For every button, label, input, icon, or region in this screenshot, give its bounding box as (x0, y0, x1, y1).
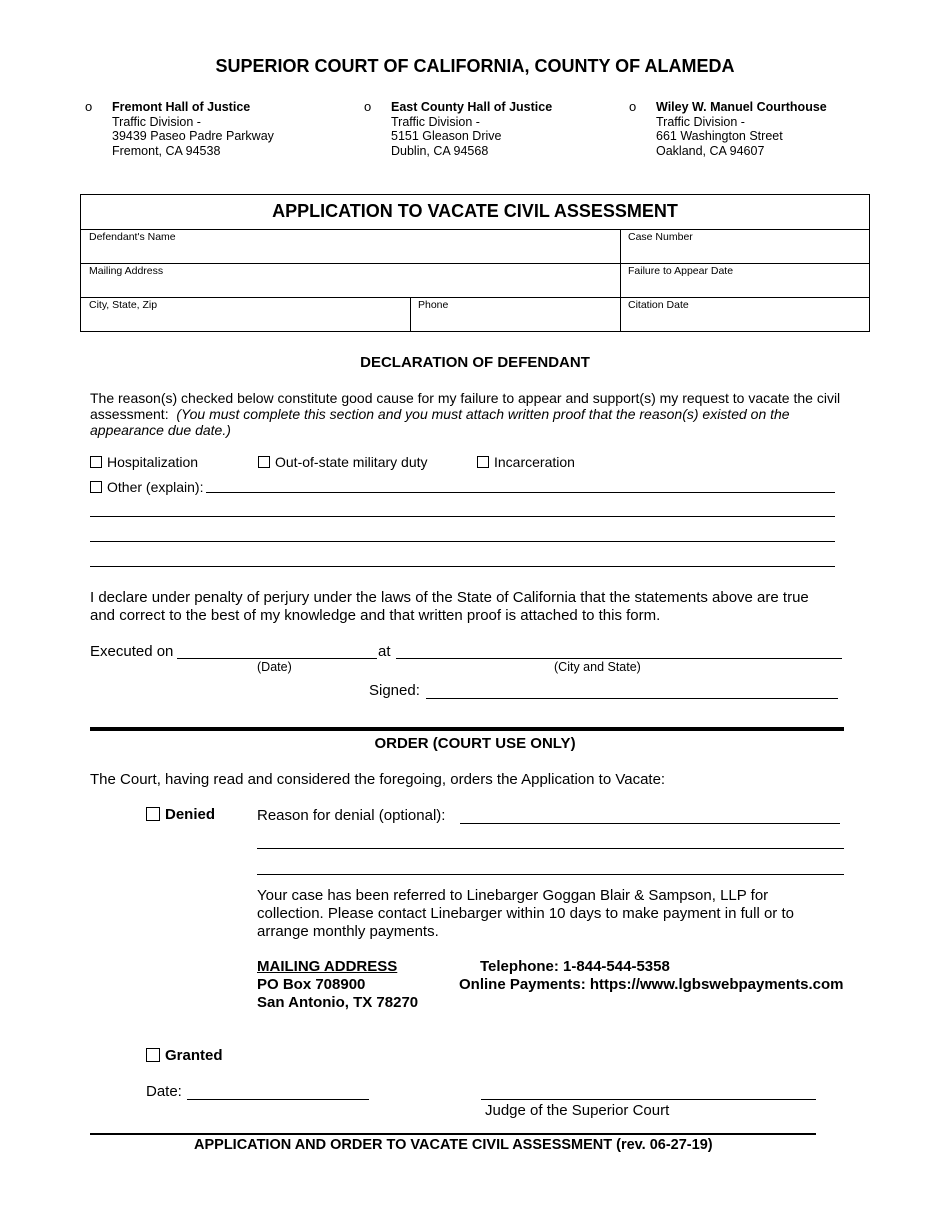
bullet-icon: o (85, 99, 93, 114)
location-line: 661 Washington Street (656, 129, 783, 143)
judge-caption: Judge of the Superior Court (485, 1102, 670, 1119)
location-name: Wiley W. Manuel Courthouse (656, 100, 827, 114)
location-line: 39439 Paseo Padre Parkway (112, 129, 274, 143)
mailing-city: San Antonio, TX 78270 (257, 994, 419, 1011)
location-name: East County Hall of Justice (391, 100, 553, 114)
divider (80, 297, 870, 298)
online-payments[interactable]: Online Payments: https://www.lgbswebpayments.com (459, 976, 844, 993)
date-label: Date: (146, 1083, 182, 1100)
denied-label: Denied (165, 806, 216, 823)
explain-line[interactable] (90, 541, 835, 542)
location-line: Dublin, CA 94568 (391, 143, 489, 158)
declaration-intro (90, 390, 850, 438)
explain-line[interactable] (90, 566, 835, 567)
city-state-zip-field[interactable]: City, State, Zip (89, 299, 158, 311)
signed-label: Signed: (369, 682, 420, 699)
declaration-instruction: (You must complete this section and you must attach written proof that the reason(s) existed on the appearance due date.) (90, 406, 790, 438)
form-title: APPLICATION TO VACATE CIVIL ASSESSMENT (272, 201, 678, 221)
referral-line: Your case has been referred to Linebarger Goggan Blair & Sampson, LLP for (257, 887, 769, 904)
denial-reason-line[interactable] (460, 823, 840, 824)
bullet-icon: o (364, 99, 372, 114)
option-label: Out-of-state military duty (275, 454, 428, 470)
explain-line[interactable] (90, 516, 835, 517)
divider (80, 229, 870, 230)
bullet-icon: o (629, 99, 637, 114)
granted-option[interactable] (146, 1047, 223, 1064)
denial-reason-line[interactable] (257, 874, 844, 875)
granted-checkbox[interactable] (146, 1048, 160, 1062)
perjury-line: I declare under penalty of perjury under the laws of the State of California that the statements above are true (90, 589, 809, 606)
signature-line[interactable] (426, 698, 838, 699)
option-label: Incarceration (494, 454, 575, 470)
other-checkbox[interactable] (90, 481, 102, 493)
declaration-intro-text: The reason(s) checked below constitute good cause for my failure to appear and support(s) my request to vacate the civil assessment: (90, 390, 841, 422)
incarceration-checkbox[interactable] (477, 456, 489, 468)
referral-line: arrange monthly payments. (257, 923, 439, 940)
other-option[interactable] (90, 479, 203, 495)
denial-reason-line[interactable] (257, 848, 844, 849)
mailing-address-field[interactable]: Mailing Address (89, 265, 164, 277)
perjury-statement (90, 589, 809, 625)
option-label: Other (explain): (107, 479, 204, 495)
footer-title: APPLICATION AND ORDER TO VACATE CIVIL ASSESSMENT (rev. 06-27-19) (194, 1137, 713, 1153)
hospitalization-checkbox[interactable] (90, 456, 102, 468)
city-state-caption: (City and State) (554, 660, 641, 674)
denied-option[interactable] (146, 806, 215, 823)
mailing-address-block (257, 958, 418, 1012)
section-divider (90, 727, 844, 731)
execution-place-line[interactable] (396, 658, 842, 659)
po-box: PO Box 708900 (257, 976, 366, 993)
location-wiley-manuel (629, 99, 827, 158)
date-caption: (Date) (257, 660, 292, 674)
location-east-county (364, 99, 553, 158)
location-line: Oakland, CA 94607 (656, 143, 765, 158)
citation-date-field[interactable]: Citation Date (628, 299, 689, 311)
defendant-name-field[interactable]: Defendant's Name (89, 231, 176, 243)
order-intro: The Court, having read and considered the foregoing, orders the Application to Vacate: (90, 771, 666, 788)
location-line: 5151 Gleason Drive (391, 129, 502, 143)
location-line: Traffic Division - (391, 114, 480, 129)
footer-rule (90, 1133, 816, 1135)
declaration-title: DECLARATION OF DEFENDANT (360, 354, 590, 371)
denied-checkbox[interactable] (146, 807, 160, 821)
location-fremont (85, 99, 274, 158)
failure-to-appear-date-field[interactable]: Failure to Appear Date (628, 265, 734, 277)
location-line: Fremont, CA 94538 (112, 143, 221, 158)
order-title: ORDER (COURT USE ONLY) (374, 735, 576, 752)
divider (80, 263, 870, 264)
referral-line: collection. Please contact Linebarger within 10 days to make payment in full or to (257, 905, 794, 922)
incarceration-option[interactable] (477, 454, 575, 470)
mailing-address-heading: MAILING ADDRESS (257, 958, 398, 975)
referral-notice (257, 887, 794, 941)
option-label: Hospitalization (107, 454, 199, 470)
location-line: Traffic Division - (112, 114, 201, 129)
hospitalization-option[interactable] (90, 454, 198, 470)
judge-signature-line[interactable] (481, 1099, 816, 1100)
perjury-line: and correct to the best of my knowledge and that written proof is attached to this form. (90, 607, 661, 624)
order-date-line[interactable] (187, 1099, 369, 1100)
executed-on-label: Executed on (90, 643, 174, 660)
denial-reason-label: Reason for denial (optional): (257, 807, 446, 824)
telephone: Telephone: 1-844-544-5358 (480, 958, 670, 975)
case-number-field[interactable]: Case Number (628, 231, 693, 243)
court-title: SUPERIOR COURT OF CALIFORNIA, COUNTY OF ALAMEDA (215, 56, 735, 76)
execution-date-line[interactable] (177, 658, 377, 659)
other-explain-line[interactable] (206, 492, 835, 493)
divider (620, 229, 621, 332)
divider (410, 297, 411, 332)
at-label: at (378, 643, 391, 660)
location-line: Traffic Division - (656, 114, 745, 129)
phone-field[interactable]: Phone (418, 299, 449, 311)
location-name: Fremont Hall of Justice (112, 100, 251, 114)
military-duty-checkbox[interactable] (258, 456, 270, 468)
granted-label: Granted (165, 1047, 223, 1064)
military-duty-option[interactable] (258, 454, 428, 470)
